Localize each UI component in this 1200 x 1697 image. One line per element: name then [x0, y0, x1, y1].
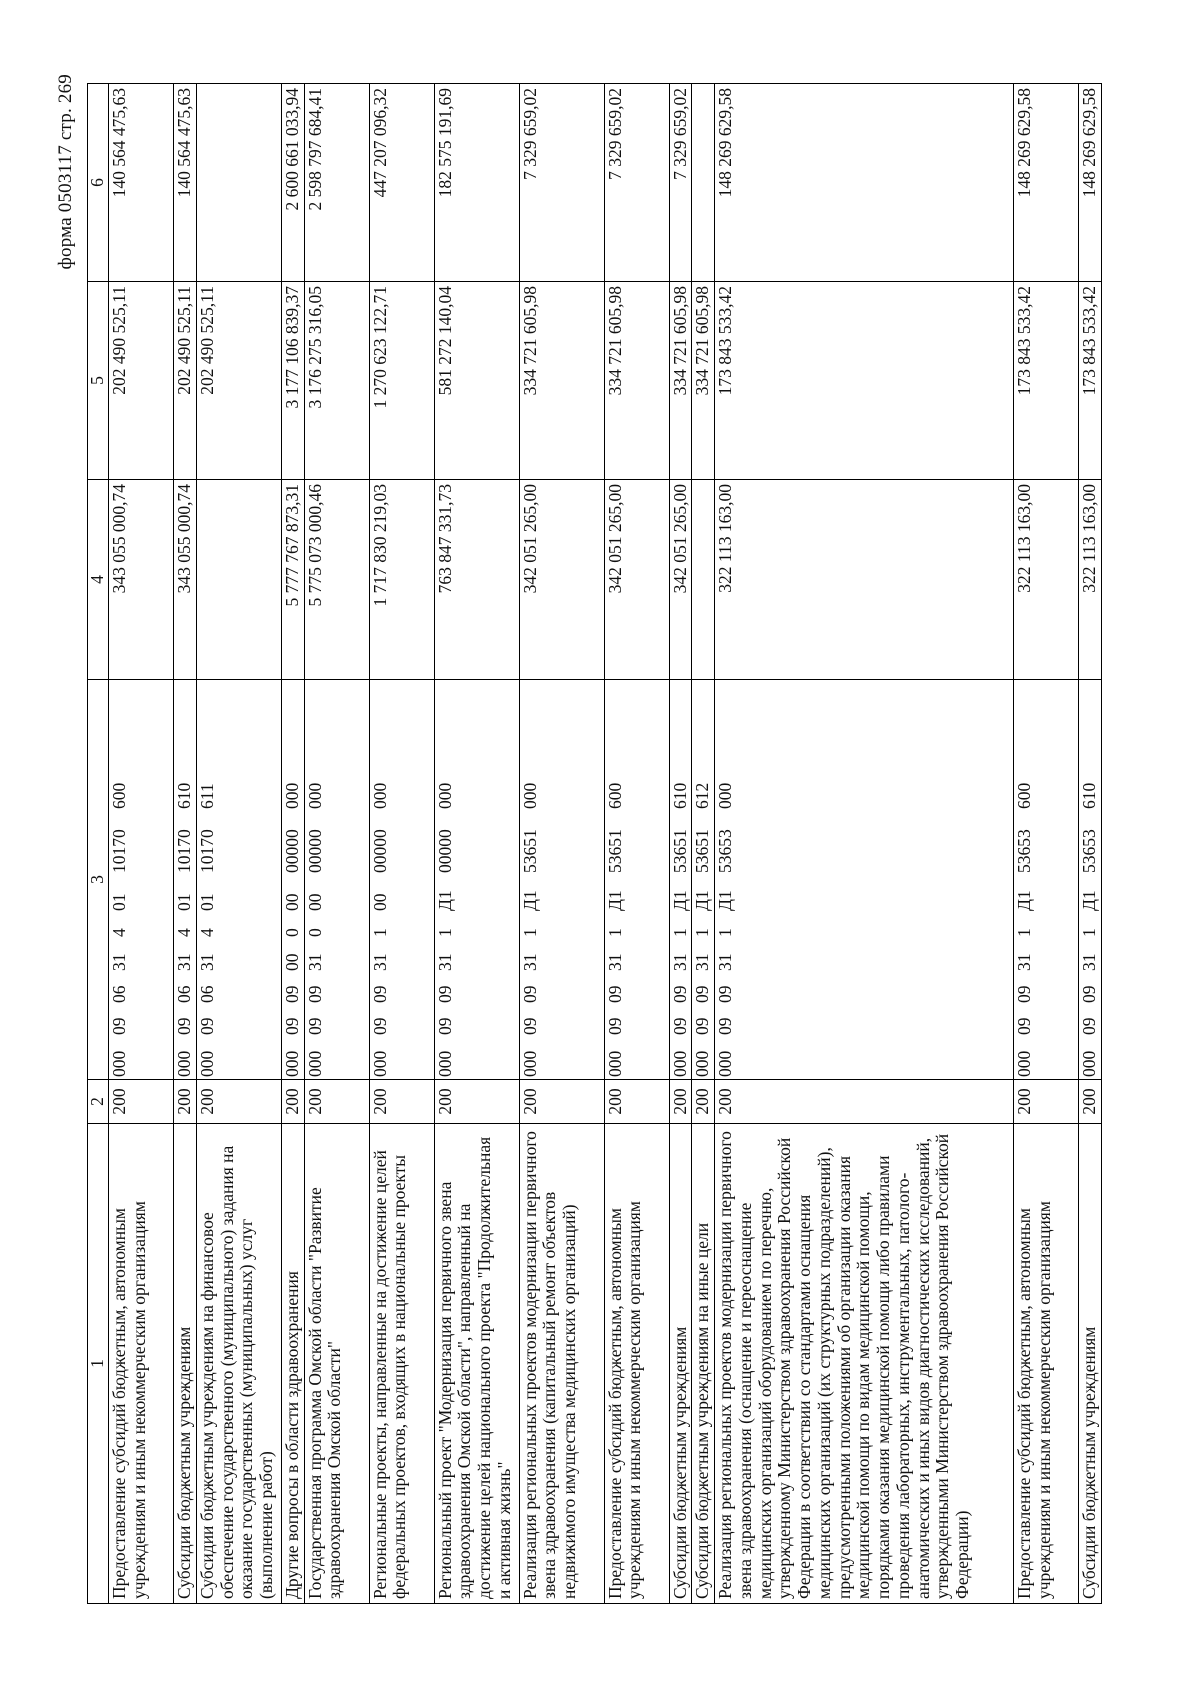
budget-code-part: Д1 [1014, 889, 1035, 911]
row-budget-code [604, 679, 669, 1079]
row-name: Субсидии бюджетным учреждениям [669, 1123, 692, 1603]
budget-code-part: 53651 [669, 828, 690, 873]
row-name: Субсидии бюджетным учреждениям [1079, 1123, 1102, 1603]
row-line-code: 200 [692, 1079, 715, 1123]
budget-code-part: 00000 [434, 828, 455, 873]
row-budget-code [692, 679, 715, 1079]
budget-code-part: 09 [434, 985, 455, 1003]
budget-code-part: 31 [174, 953, 194, 971]
row-approved-amount [692, 479, 715, 679]
budget-code-part: 09 [304, 1017, 325, 1035]
budget-code-part: 31 [604, 953, 625, 971]
row-line-code: 200 [1014, 1079, 1079, 1123]
row-executed-amount: 334 721 605,98 [692, 281, 715, 479]
rotated-page [35, 34, 1165, 1664]
budget-code-part: 00 [369, 893, 390, 911]
budget-code-part: 10170 [109, 828, 129, 873]
row-name: Предоставление субсидий бюджетным, автономным учреждениям и иным некоммерческим организациям [604, 1123, 669, 1603]
budget-code-part: 01 [174, 893, 194, 911]
budget-code-part: 31 [715, 953, 736, 971]
row-line-code: 200 [519, 1079, 604, 1123]
table-row [434, 83, 519, 1603]
budget-code-part: 31 [1014, 953, 1035, 971]
budget-code-part: 000 [281, 1050, 302, 1077]
row-executed-amount: 3 177 106 839,37 [281, 281, 304, 479]
table-row [604, 83, 669, 1603]
row-budget-code [196, 679, 281, 1079]
budget-code-part: 4 [109, 927, 129, 937]
row-executed-amount: 334 721 605,98 [604, 281, 669, 479]
row-line-code: 200 [715, 1079, 1014, 1123]
budget-code-part: 000 [196, 1050, 217, 1077]
budget-code-part: Д1 [669, 889, 690, 911]
budget-code-part: 000 [1014, 1050, 1035, 1077]
row-executed-amount: 334 721 605,98 [519, 281, 604, 479]
budget-code-part: 09 [174, 1017, 194, 1035]
budget-code-part: 000 [304, 1050, 325, 1077]
budget-code-part: 1 [434, 927, 455, 937]
table-row [281, 83, 304, 1603]
budget-code-part: 00 [281, 893, 302, 911]
row-unexecuted-amount: 447 207 096,32 [369, 83, 434, 281]
budget-code-part: 000 [715, 1050, 736, 1077]
header-col-3: 3 [88, 679, 109, 1079]
budget-code-part: 09 [519, 985, 540, 1003]
row-unexecuted-amount [196, 83, 281, 281]
row-approved-amount: 343 055 000,74 [174, 479, 197, 679]
row-line-code: 200 [1079, 1079, 1102, 1123]
budget-code-part: 1 [369, 927, 390, 937]
budget-table [87, 83, 1102, 1604]
budget-code-part: 1 [1014, 927, 1035, 937]
row-executed-amount: 173 843 533,42 [1079, 281, 1102, 479]
budget-code-part: 600 [109, 782, 129, 809]
row-executed-amount: 173 843 533,42 [1014, 281, 1079, 479]
budget-code-part: Д1 [692, 889, 713, 911]
budget-code-part: 000 [304, 782, 325, 809]
row-budget-code [281, 679, 304, 1079]
row-approved-amount [196, 479, 281, 679]
budget-code-part: 000 [434, 782, 455, 809]
budget-code-part: 00000 [369, 828, 390, 873]
budget-code-part: Д1 [434, 889, 455, 911]
row-name: Субсидии бюджетным учреждениям на финансовое обеспечение государственного (муниципального) задания на оказание государственных (муниципальных) услуг (выполнение работ) [196, 1123, 281, 1603]
row-approved-amount: 343 055 000,74 [109, 479, 174, 679]
row-unexecuted-amount: 140 564 475,63 [109, 83, 174, 281]
budget-code-part: 1 [604, 927, 625, 937]
table-row [109, 83, 174, 1603]
row-unexecuted-amount: 2 598 797 684,41 [304, 83, 369, 281]
budget-code-part: 09 [434, 1017, 455, 1035]
row-budget-code [304, 679, 369, 1079]
row-executed-amount: 334 721 605,98 [669, 281, 692, 479]
budget-code-part: 1 [692, 927, 713, 937]
budget-code-part: 000 [369, 782, 390, 809]
budget-code-part: 00000 [281, 828, 302, 873]
row-budget-code [1014, 679, 1079, 1079]
row-line-code: 200 [669, 1079, 692, 1123]
row-budget-code [109, 679, 174, 1079]
budget-code-part: 610 [174, 782, 194, 809]
budget-code-part: 4 [196, 927, 217, 937]
row-approved-amount: 5 775 073 000,46 [304, 479, 369, 679]
budget-code-part: 09 [109, 1017, 129, 1035]
row-approved-amount: 342 051 265,00 [669, 479, 692, 679]
budget-code-part: 000 [715, 782, 736, 809]
budget-code-part: 09 [692, 985, 713, 1003]
budget-code-part: 09 [604, 1017, 625, 1035]
row-line-code: 200 [604, 1079, 669, 1123]
row-budget-code [715, 679, 1014, 1079]
row-approved-amount: 763 847 331,73 [434, 479, 519, 679]
budget-code-part: 0 [281, 927, 302, 937]
budget-code-part: 01 [109, 893, 129, 911]
budget-code-part: 09 [281, 985, 302, 1003]
row-executed-amount: 1 270 623 122,71 [369, 281, 434, 479]
budget-code-part: 31 [1079, 953, 1100, 971]
form-caption: форма 0503117 стр. 269 [55, 73, 76, 270]
row-unexecuted-amount: 148 269 629,58 [1079, 83, 1102, 281]
row-line-code: 200 [434, 1079, 519, 1123]
budget-code-part: 000 [174, 1050, 194, 1077]
table-row [369, 83, 434, 1603]
budget-code-part: Д1 [604, 889, 625, 911]
row-line-code: 200 [174, 1079, 197, 1123]
row-budget-code [669, 679, 692, 1079]
row-name: Региональные проекты, направленные на достижение целей федеральных проектов, входящих в национальные проекты [369, 1123, 434, 1603]
table-row [669, 83, 692, 1603]
row-executed-amount: 173 843 533,42 [715, 281, 1014, 479]
budget-code-part: 09 [304, 985, 325, 1003]
budget-code-part: 000 [604, 1050, 625, 1077]
table-row [519, 83, 604, 1603]
row-executed-amount: 202 490 525,11 [109, 281, 174, 479]
budget-code-part: 1 [1079, 927, 1100, 937]
row-budget-code [1079, 679, 1102, 1079]
table-row [1079, 83, 1102, 1603]
budget-code-part: 1 [519, 927, 540, 937]
budget-code-part: 31 [669, 953, 690, 971]
budget-code-part: Д1 [519, 889, 540, 911]
row-approved-amount: 322 113 163,00 [1014, 479, 1079, 679]
row-line-code: 200 [109, 1079, 174, 1123]
budget-code-part: 53651 [692, 828, 713, 873]
budget-code-part: 53651 [519, 828, 540, 873]
table-row [692, 83, 715, 1603]
budget-code-part: 31 [692, 953, 713, 971]
header-col-1: 1 [88, 1123, 109, 1603]
budget-code-part: 09 [715, 985, 736, 1003]
budget-code-part: 000 [109, 1050, 129, 1077]
budget-code-part: 31 [369, 953, 390, 971]
budget-code-part: 000 [369, 1050, 390, 1077]
row-unexecuted-amount: 7 329 659,02 [604, 83, 669, 281]
budget-code-part: 000 [669, 1050, 690, 1077]
row-approved-amount: 5 777 767 873,31 [281, 479, 304, 679]
budget-code-part: 611 [196, 782, 217, 809]
budget-code-part: 06 [174, 985, 194, 1003]
budget-code-part: 53653 [1014, 828, 1035, 873]
budget-code-part: 09 [692, 1017, 713, 1035]
row-name: Предоставление субсидий бюджетным, автономным учреждениям и иным некоммерческим организациям [109, 1123, 174, 1603]
row-executed-amount: 202 490 525,11 [196, 281, 281, 479]
budget-code-part: 53653 [1079, 828, 1100, 873]
budget-code-part: 53651 [604, 828, 625, 873]
row-unexecuted-amount: 148 269 629,58 [715, 83, 1014, 281]
header-col-5: 5 [88, 281, 109, 479]
budget-code-part: 610 [1079, 782, 1100, 809]
budget-code-part: 000 [519, 1050, 540, 1077]
row-name: Другие вопросы в области здравоохранения [281, 1123, 304, 1603]
table-row [196, 83, 281, 1603]
budget-code-part: 4 [174, 927, 194, 937]
row-line-code: 200 [196, 1079, 281, 1123]
budget-code-part: 00 [304, 893, 325, 911]
row-approved-amount: 322 113 163,00 [715, 479, 1014, 679]
row-name: Реализация региональных проектов модернизации первичного звена здравоохранения (капитальный ремонт объектов недвижимого имущества медицинских организаций) [519, 1123, 604, 1603]
row-unexecuted-amount: 148 269 629,58 [1014, 83, 1079, 281]
budget-code-part: 09 [604, 985, 625, 1003]
row-unexecuted-amount: 7 329 659,02 [519, 83, 604, 281]
budget-code-part: 09 [1079, 1017, 1100, 1035]
row-budget-code [519, 679, 604, 1079]
row-name: Субсидии бюджетным учреждениям [174, 1123, 197, 1603]
budget-code-part: 09 [669, 985, 690, 1003]
row-unexecuted-amount [692, 83, 715, 281]
table-body [109, 83, 1102, 1603]
budget-code-part: Д1 [715, 889, 736, 911]
budget-code-part: 01 [196, 893, 217, 911]
budget-code-part: 06 [196, 985, 217, 1003]
row-budget-code [369, 679, 434, 1079]
row-approved-amount: 342 051 265,00 [519, 479, 604, 679]
table-row [715, 83, 1014, 1603]
budget-code-part: 10170 [174, 828, 194, 873]
row-budget-code [174, 679, 197, 1079]
budget-code-part: 00 [281, 953, 302, 971]
budget-code-part: 1 [669, 927, 690, 937]
budget-code-part: 612 [692, 782, 713, 809]
budget-code-part: 10170 [196, 828, 217, 873]
row-executed-amount: 3 176 275 316,05 [304, 281, 369, 479]
row-approved-amount: 342 051 265,00 [604, 479, 669, 679]
row-executed-amount: 202 490 525,11 [174, 281, 197, 479]
budget-code-part: 09 [519, 1017, 540, 1035]
budget-code-part: 53653 [715, 828, 736, 873]
budget-code-part: 600 [604, 782, 625, 809]
row-name: Государственная программа Омской области "Развитие здравоохранения Омской области" [304, 1123, 369, 1603]
row-approved-amount: 1 717 830 219,03 [369, 479, 434, 679]
table-row [304, 83, 369, 1603]
budget-code-part: 09 [669, 1017, 690, 1035]
budget-code-part: 09 [1014, 1017, 1035, 1035]
budget-code-part: 31 [109, 953, 129, 971]
budget-code-part: 09 [369, 985, 390, 1003]
row-unexecuted-amount: 182 575 191,69 [434, 83, 519, 281]
row-unexecuted-amount: 7 329 659,02 [669, 83, 692, 281]
row-name: Субсидии бюджетным учреждениям на иные цели [692, 1123, 715, 1603]
budget-code-part: 000 [692, 1050, 713, 1077]
row-budget-code [434, 679, 519, 1079]
row-line-code: 200 [281, 1079, 304, 1123]
budget-code-part: 000 [1079, 1050, 1100, 1077]
budget-code-part: 31 [304, 953, 325, 971]
row-unexecuted-amount: 2 600 661 033,94 [281, 83, 304, 281]
budget-code-part: 000 [519, 782, 540, 809]
budget-code-part: 610 [669, 782, 690, 809]
budget-code-part: 31 [196, 953, 217, 971]
budget-code-part: 1 [715, 927, 736, 937]
row-name: Предоставление субсидий бюджетным, автономным учреждениям и иным некоммерческим организациям [1014, 1123, 1079, 1603]
row-line-code: 200 [369, 1079, 434, 1123]
budget-code-part: 09 [369, 1017, 390, 1035]
budget-code-part: 00000 [304, 828, 325, 873]
row-name: Реализация региональных проектов модернизации первичного звена здравоохранения (оснащение и переоснащение медицинских организаций оборудованием по перечню, утвержденному Министерством здравоохранения Российской Федерации в соответствии со стандартами оснащения медицинских организаций (их структурных подразделений), предусмотренными положениями об организации оказания медицинской помощи по видам медицинской помощи, порядками оказания медицинской помощи либо правилами проведения лабораторных, инструментальных, патолого-анатомических и иных видов диагностических исследований, утвержденными Министерством здравоохранения Российской Федерации) [715, 1123, 1014, 1603]
row-name: Региональный проект "Модернизация первичного звена здравоохранения Омской области", направленный на достижение целей национального проекта "Продолжительная и активная жизнь" [434, 1123, 519, 1603]
header-col-2: 2 [88, 1079, 109, 1123]
row-approved-amount: 322 113 163,00 [1079, 479, 1102, 679]
header-col-6: 6 [88, 83, 109, 281]
budget-code-part: 0 [304, 927, 325, 937]
row-unexecuted-amount: 140 564 475,63 [174, 83, 197, 281]
table-row [174, 83, 197, 1603]
budget-code-part: 600 [1014, 782, 1035, 809]
budget-code-part: 000 [281, 782, 302, 809]
header-col-4: 4 [88, 479, 109, 679]
budget-code-part: 31 [434, 953, 455, 971]
header-row [88, 83, 109, 1603]
budget-code-part: 09 [281, 1017, 302, 1035]
budget-code-part: 000 [434, 1050, 455, 1077]
budget-code-part: 06 [109, 985, 129, 1003]
budget-code-part: 09 [196, 1017, 217, 1035]
budget-code-part: 31 [519, 953, 540, 971]
row-line-code: 200 [304, 1079, 369, 1123]
budget-code-part: 09 [1014, 985, 1035, 1003]
budget-code-part: 09 [1079, 985, 1100, 1003]
row-executed-amount: 581 272 140,04 [434, 281, 519, 479]
table-row [1014, 83, 1079, 1603]
budget-code-part: Д1 [1079, 889, 1100, 911]
budget-code-part: 09 [715, 1017, 736, 1035]
